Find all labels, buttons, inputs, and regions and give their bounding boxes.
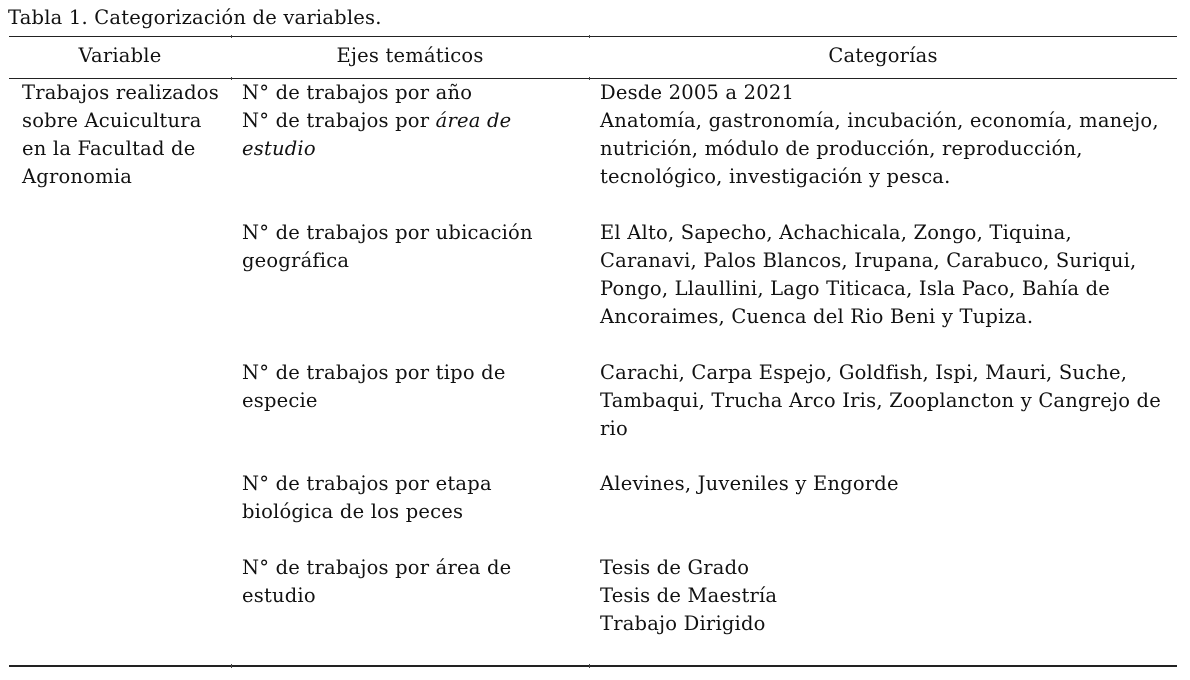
categoria-line: tecnológico, investigación y pesca. bbox=[600, 165, 951, 188]
eje-line-italic: área de bbox=[435, 109, 512, 132]
bottom-rule bbox=[9, 665, 1177, 667]
categoria-line: Trabajo Dirigido bbox=[600, 612, 766, 635]
eje-line: geográfica bbox=[242, 249, 350, 272]
top-rule bbox=[9, 36, 1177, 37]
categoria-line: rio bbox=[600, 417, 628, 440]
column-tick bbox=[589, 35, 590, 38]
categoria-cell-area-estudio bbox=[600, 554, 1172, 638]
categoria-line: Tesis de Grado bbox=[600, 556, 750, 579]
eje-line-italic: estudio bbox=[242, 137, 316, 160]
header-variable: Variable bbox=[78, 44, 162, 67]
variable-line: Agronomia bbox=[22, 165, 133, 188]
eje-line: especie bbox=[242, 389, 318, 412]
table-caption: Tabla 1. Categorización de variables. bbox=[8, 6, 382, 29]
categoria-line: Carachi, Carpa Espejo, Goldfish, Ispi, Mauri, Suche, bbox=[600, 361, 1128, 384]
column-tick bbox=[231, 77, 232, 80]
categoria-line: nutrición, módulo de producción, reproducción, bbox=[600, 137, 1083, 160]
categoria-line: El Alto, Sapecho, Achachicala, Zongo, Tiquina, bbox=[600, 221, 1072, 244]
eje-cell-anio-area bbox=[242, 79, 587, 163]
categoria-cell-etapa bbox=[600, 470, 1172, 498]
variable-line: en la Facultad de bbox=[22, 137, 196, 160]
eje-cell-etapa bbox=[242, 470, 587, 526]
categoria-line: Desde 2005 a 2021 bbox=[600, 81, 795, 104]
eje-line: estudio bbox=[242, 584, 316, 607]
categoria-cell-especie bbox=[600, 359, 1172, 443]
categoria-cell-ubicacion bbox=[600, 219, 1172, 331]
column-tick bbox=[231, 664, 232, 668]
header-ejes-tematicos: Ejes temáticos bbox=[336, 44, 484, 67]
eje-cell-ubicacion bbox=[242, 219, 587, 275]
eje-cell-especie bbox=[242, 359, 587, 415]
categoria-line: Tambaqui, Trucha Arco Iris, Zooplancton y Cangrejo de bbox=[600, 389, 1161, 412]
categoria-line: Alevines, Juveniles y Engorde bbox=[600, 472, 899, 495]
header-categorias: Categorías bbox=[828, 44, 938, 67]
eje-line: N° de trabajos por ubicación bbox=[242, 221, 533, 244]
eje-line: N° de trabajos por tipo de bbox=[242, 361, 506, 384]
eje-line bbox=[242, 107, 587, 135]
eje-line: N° de trabajos por área de bbox=[242, 556, 512, 579]
categoria-line: Pongo, Llaullini, Lago Titicaca, Isla Paco, Bahía de bbox=[600, 277, 1111, 300]
categoria-line: Anatomía, gastronomía, incubación, economía, manejo, bbox=[600, 109, 1159, 132]
variable-line: Trabajos realizados bbox=[22, 81, 219, 104]
column-tick bbox=[589, 664, 590, 668]
eje-cell-area-estudio bbox=[242, 554, 587, 610]
categoria-cell-anio-area bbox=[600, 79, 1172, 191]
categoria-line: Ancoraimes, Cuenca del Rio Beni y Tupiza. bbox=[600, 305, 1034, 328]
eje-line-part: N° de trabajos por bbox=[242, 109, 436, 132]
variable-line: sobre Acuicultura bbox=[22, 109, 202, 132]
categoria-line: Caranavi, Palos Blancos, Irupana, Carabuco, Suriqui, bbox=[600, 249, 1137, 272]
eje-line: biológica de los peces bbox=[242, 500, 464, 523]
categoria-line: Tesis de Maestría bbox=[600, 584, 778, 607]
variable-cell bbox=[22, 79, 227, 191]
column-tick bbox=[231, 35, 232, 38]
column-tick bbox=[589, 77, 590, 80]
eje-line: N° de trabajos por etapa bbox=[242, 472, 492, 495]
eje-line: N° de trabajos por año bbox=[242, 81, 473, 104]
